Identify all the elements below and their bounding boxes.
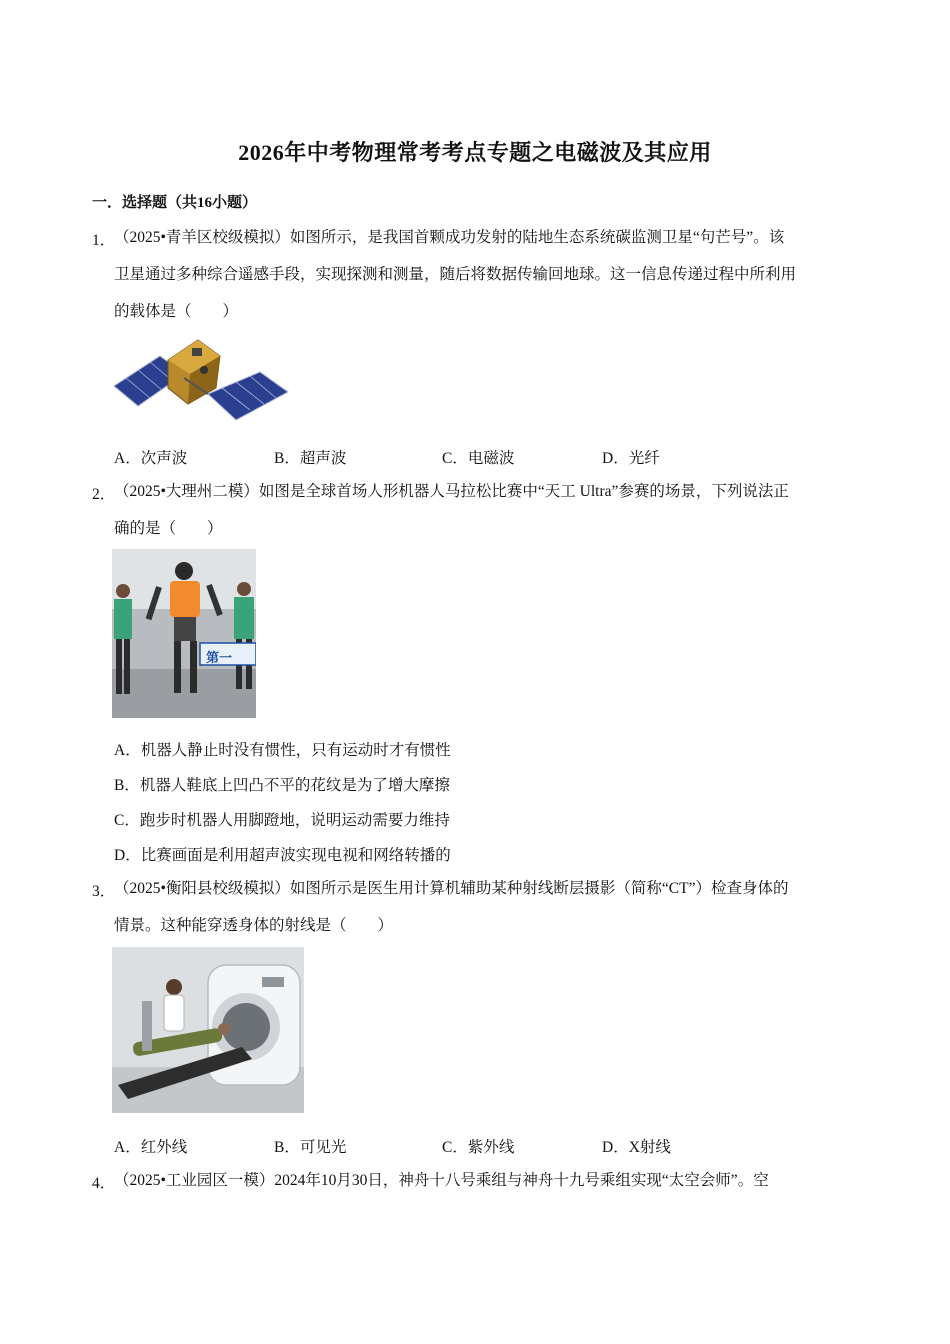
question-3-option-a: A．红外线 [114, 1139, 188, 1156]
question-1-option-d: D．光纤 [602, 450, 660, 467]
question-1-line-3: 的载体是（ ） [114, 303, 239, 320]
section-heading: 一．选择题（共16小题） [92, 195, 258, 211]
question-3-option-c: C．紫外线 [442, 1139, 515, 1156]
question-1-option-b: B．超声波 [274, 450, 347, 467]
question-1-line-2: 卫星通过多种综合遥感手段，实现探测和测量，随后将数据传输回地球。这一信息传递过程中所利用 [114, 266, 797, 283]
question-4-line-1: （2025•工业园区一模）2024年10月30日，神舟十八号乘组与神舟十九号乘组实现“太空会师”。空 [114, 1172, 769, 1189]
satellite-image [112, 334, 290, 426]
question-3-number: 3． [92, 883, 116, 900]
ct-scanner-photo [112, 947, 304, 1113]
question-3-option-d: D．X射线 [602, 1139, 671, 1156]
question-2-line-1: （2025•大理州二模）如图是全球首场人形机器人马拉松比赛中“天工 Ultra”参赛的场景，下列说法正 [114, 483, 789, 500]
question-4-number: 4． [92, 1175, 116, 1192]
question-3-line-1: （2025•衡阳县校级模拟）如图所示是医生用计算机辅助某种射线断层摄影（简称“CT”）检查身体的 [114, 880, 789, 897]
question-2-option-a: A．机器人静止时没有惯性，只有运动时才有惯性 [114, 742, 451, 759]
banner-text: 第一 [206, 651, 233, 666]
question-1-line-1: （2025•青羊区校级模拟）如图所示，是我国首颗成功发射的陆地生态系统碳监测卫星“句芒号”。该 [114, 229, 785, 246]
question-1-option-a: A．次声波 [114, 450, 188, 467]
document-title: 2026年中考物理常考考点专题之电磁波及其应用 [238, 140, 712, 165]
question-1-number: 1． [92, 232, 116, 249]
question-2-option-c: C．跑步时机器人用脚蹬地，说明运动需要力维持 [114, 812, 450, 829]
robot-marathon-photo [112, 549, 256, 718]
question-2-number: 2． [92, 486, 116, 503]
question-2-option-d: D．比赛画面是利用超声波实现电视和网络转播的 [114, 847, 451, 864]
question-1-option-c: C．电磁波 [442, 450, 515, 467]
question-3-line-2: 情景。这种能穿透身体的射线是（ ） [114, 917, 394, 934]
question-3-option-b: B．可见光 [274, 1139, 347, 1156]
question-2-option-b: B．机器人鞋底上凹凸不平的花纹是为了增大摩擦 [114, 777, 450, 794]
question-2-line-2: 确的是（ ） [114, 520, 223, 537]
